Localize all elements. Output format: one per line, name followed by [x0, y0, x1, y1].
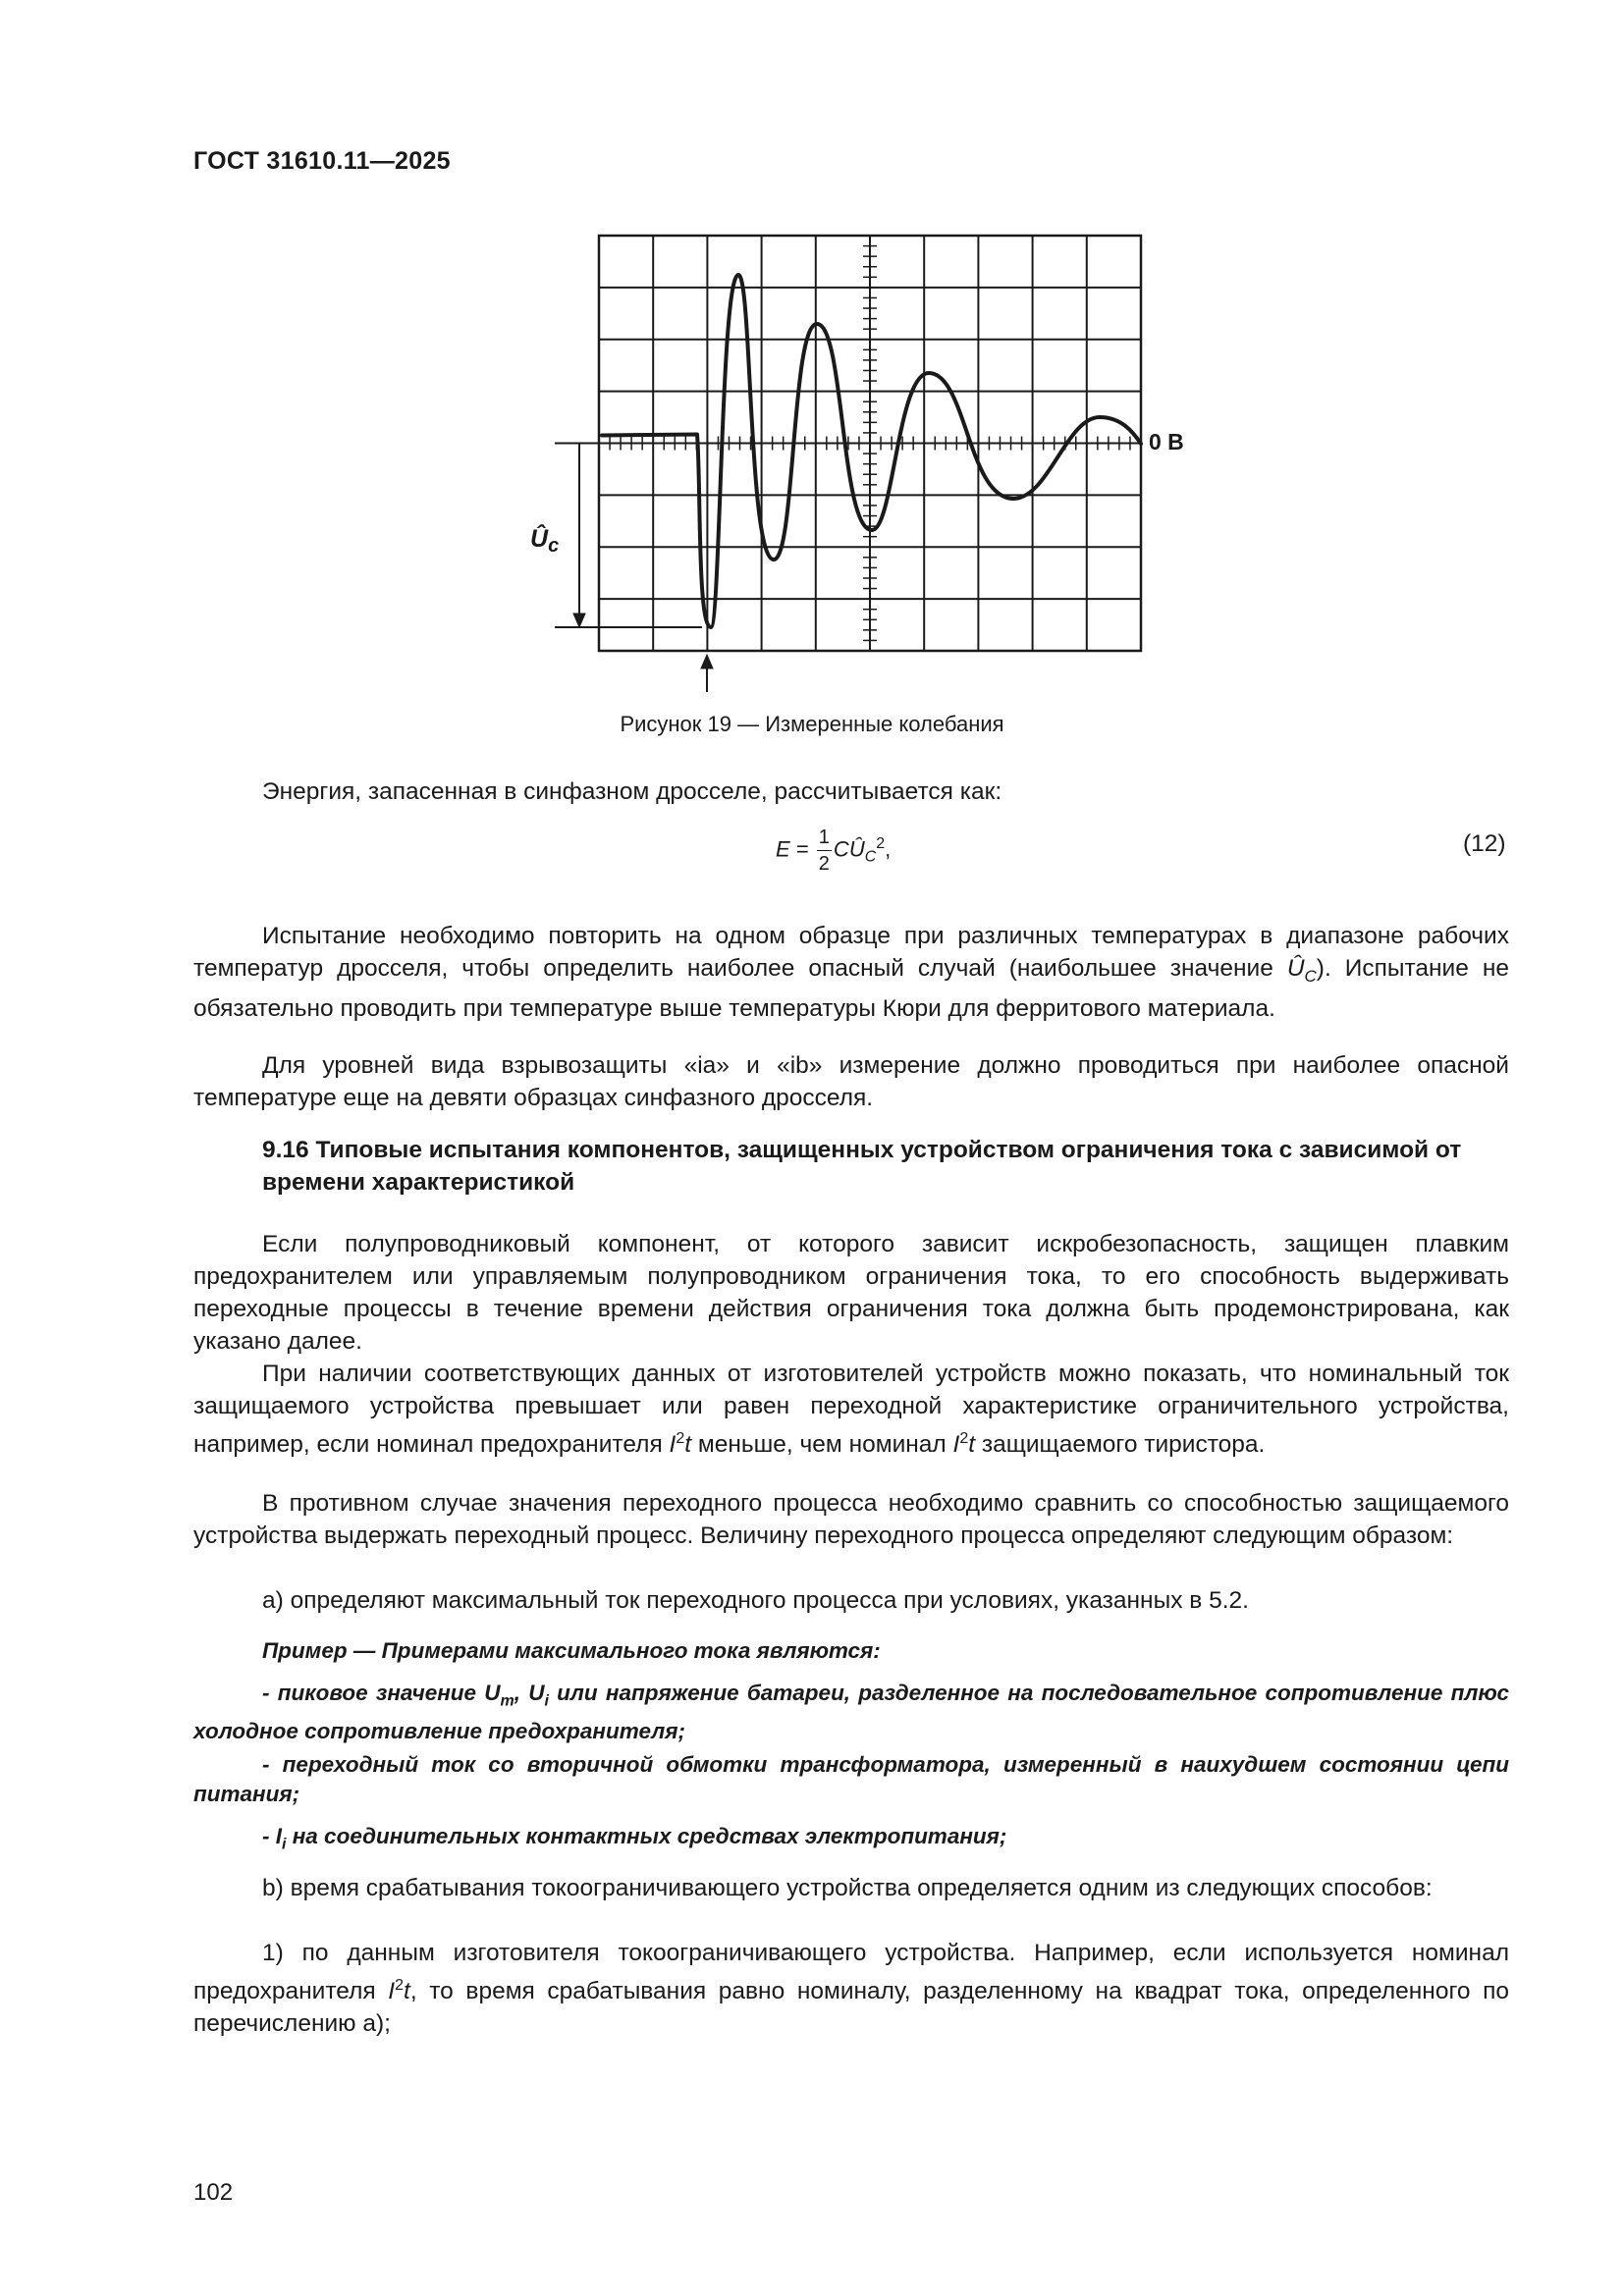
list-item-a: а) определяют максимальный ток переходного процесса при условиях, указанных в 5.2. [262, 1587, 1249, 1614]
example-line-3: - $I_i$ на соединительных контактных средствах электропитания; [262, 1824, 1007, 1853]
paragraph-semiconductor: Если полупроводниковый компонент, от которого зависит искробезопасность, защищен плавким предохранителем или управляемым полупроводником ограничения тока, то его способность выдерживать переходные процессы в течение времени действия ограничения тока должна быть продемонстрирована, как указано далее. [193, 1231, 1509, 1355]
paragraph-repeat-test: Испытание необходимо повторить на одном образце при различных температурах в диапазоне рабочих температур дросселя, чтобы определить наиболее опасный случай (наибольшее значение $Û_C$). Испытание не обязательно проводить при температуре выше температуры Кюри для ферритового материала. [193, 923, 1509, 1022]
document-header: ГОСТ 31610.11—2025 [193, 147, 451, 175]
paragraph-protection-levels: Для уровней вида взрывозащиты «ia» и «ib» измерение должно проводиться при наиболее опасной температуре еще на девяти образцах синфазного дросселя. [193, 1052, 1509, 1111]
list-item-b: b) время срабатывания токоограничивающего устройства определяется одним из следующих способов: [262, 1875, 1433, 1901]
formula-fraction: $\frac{1}{2}$ [818, 827, 830, 875]
section-heading-9-16: 9.16 Типовые испытания компонентов, защищенных устройством ограничения тока с зависимой от времени характеристикой [262, 1137, 1462, 1196]
paragraph-manufacturer-data: При наличии соответствующих данных от изготовителей устройств можно показать, что номинальный ток защищаемого устройства превышает или равен переходной характеристике ограничительного устройства, например, если номинал предохранителя $I^2t$ меньше, чем номинал $I^2t$ защищаемого тиристора. [193, 1361, 1509, 1459]
intro-paragraph: Энергия, запасенная в синфазном дросселе, рассчитывается как: [262, 778, 1002, 805]
oscillation-waveform [602, 275, 1141, 627]
zero-volt-label: 0 В [1149, 429, 1184, 454]
list-item-1: 1) по данным изготовителя токоограничивающего устройства. Например, если используется номинал предохранителя $I^2t$, то время срабатывания равно номиналу, разделенному на квадрат тока, определенного по перечислению а); [193, 1940, 1509, 2038]
example-title: Пример — Примерами максимального тока являются: [262, 1638, 881, 1663]
paragraph-otherwise: В противном случае значения переходного процесса необходимо сравнить со способностью защищаемого устройства выдержать переходный процесс. Величину переходного процесса определяют следующим образом: [193, 1490, 1509, 1549]
example-line-2: - переходный ток со вторичной обмотки трансформатора, измеренный в наихудшем состоянии цепи питания; [193, 1752, 1509, 1806]
energy-formula: E = $\frac{1}{2}$ $CÛ_C^2$, [776, 827, 892, 875]
example-line-1: - пиковое значение $U_m$, $U_i$ или напряжение батареи, разделенное на последовательное сопротивление плюс холодное сопротивление предохранителя; [193, 1681, 1509, 1743]
voltage-amplitude-label: $Û_c$ [530, 525, 560, 557]
equation-number: (12) [1463, 830, 1506, 857]
page-number: 102 [193, 2179, 234, 2206]
oscillogram-figure [491, 221, 1198, 692]
figure-caption: Рисунок 19 — Измеренные колебания [620, 712, 1004, 736]
